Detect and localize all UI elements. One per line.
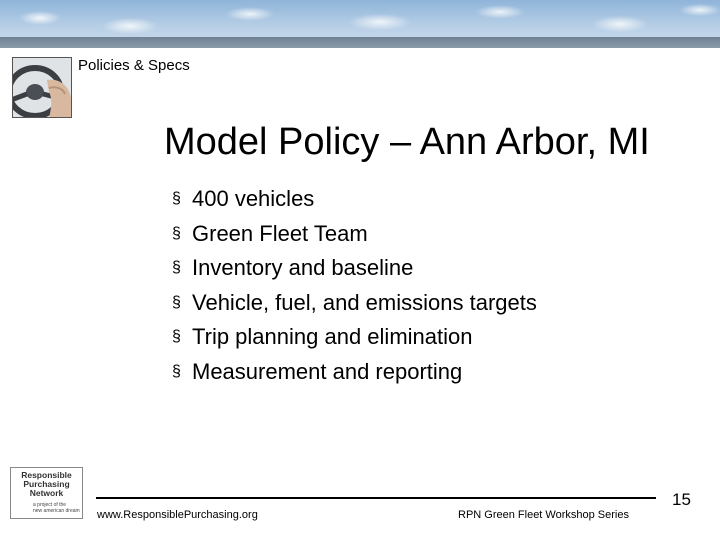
bullet-text: 400 vehicles <box>192 186 315 211</box>
rpn-logo <box>10 467 83 519</box>
steering-wheel-icon <box>13 58 72 118</box>
section-title: Policies & Specs <box>78 57 190 74</box>
slide-title: Model Policy – Ann Arbor, MI <box>164 121 650 163</box>
bullet-item <box>172 322 537 357</box>
bullet-item <box>172 288 537 323</box>
logo-line-network: Network <box>29 488 64 498</box>
bullet-text: Green Fleet Team <box>192 220 368 246</box>
bullet-item <box>172 357 537 392</box>
footer-series-title: RPN Green Fleet Workshop Series <box>458 509 629 521</box>
logo-line-purchasing: Purchasing <box>23 479 70 489</box>
bullet-text: Measurement and reporting <box>192 358 463 384</box>
bullet-marker: § <box>172 224 181 242</box>
bullet-item <box>172 219 537 254</box>
bullet-marker: § <box>172 190 181 207</box>
steering-wheel-photo <box>12 57 72 118</box>
bullet-text: Inventory and baseline <box>192 255 414 280</box>
bullet-marker: § <box>172 293 181 311</box>
bullet-item <box>172 253 537 288</box>
bullet-text: Trip planning and elimination <box>192 324 473 349</box>
logo-tagline-2: new american dream <box>33 508 80 514</box>
footer-url: www.ResponsiblePurchasing.org <box>97 509 258 521</box>
logo-tagline-1: a project of the <box>33 502 67 508</box>
logo-line-responsible: Responsible <box>21 470 72 480</box>
bullet-text: Vehicle, fuel, and emissions targets <box>192 289 537 315</box>
bullet-list <box>172 184 537 391</box>
bullet-marker: § <box>172 328 181 345</box>
bullet-marker: § <box>172 362 181 380</box>
bullet-marker: § <box>172 259 181 276</box>
bullet-item <box>172 184 537 219</box>
footer-rule <box>96 497 656 499</box>
banner-rule <box>0 37 720 48</box>
page-number: 15 <box>672 490 691 509</box>
